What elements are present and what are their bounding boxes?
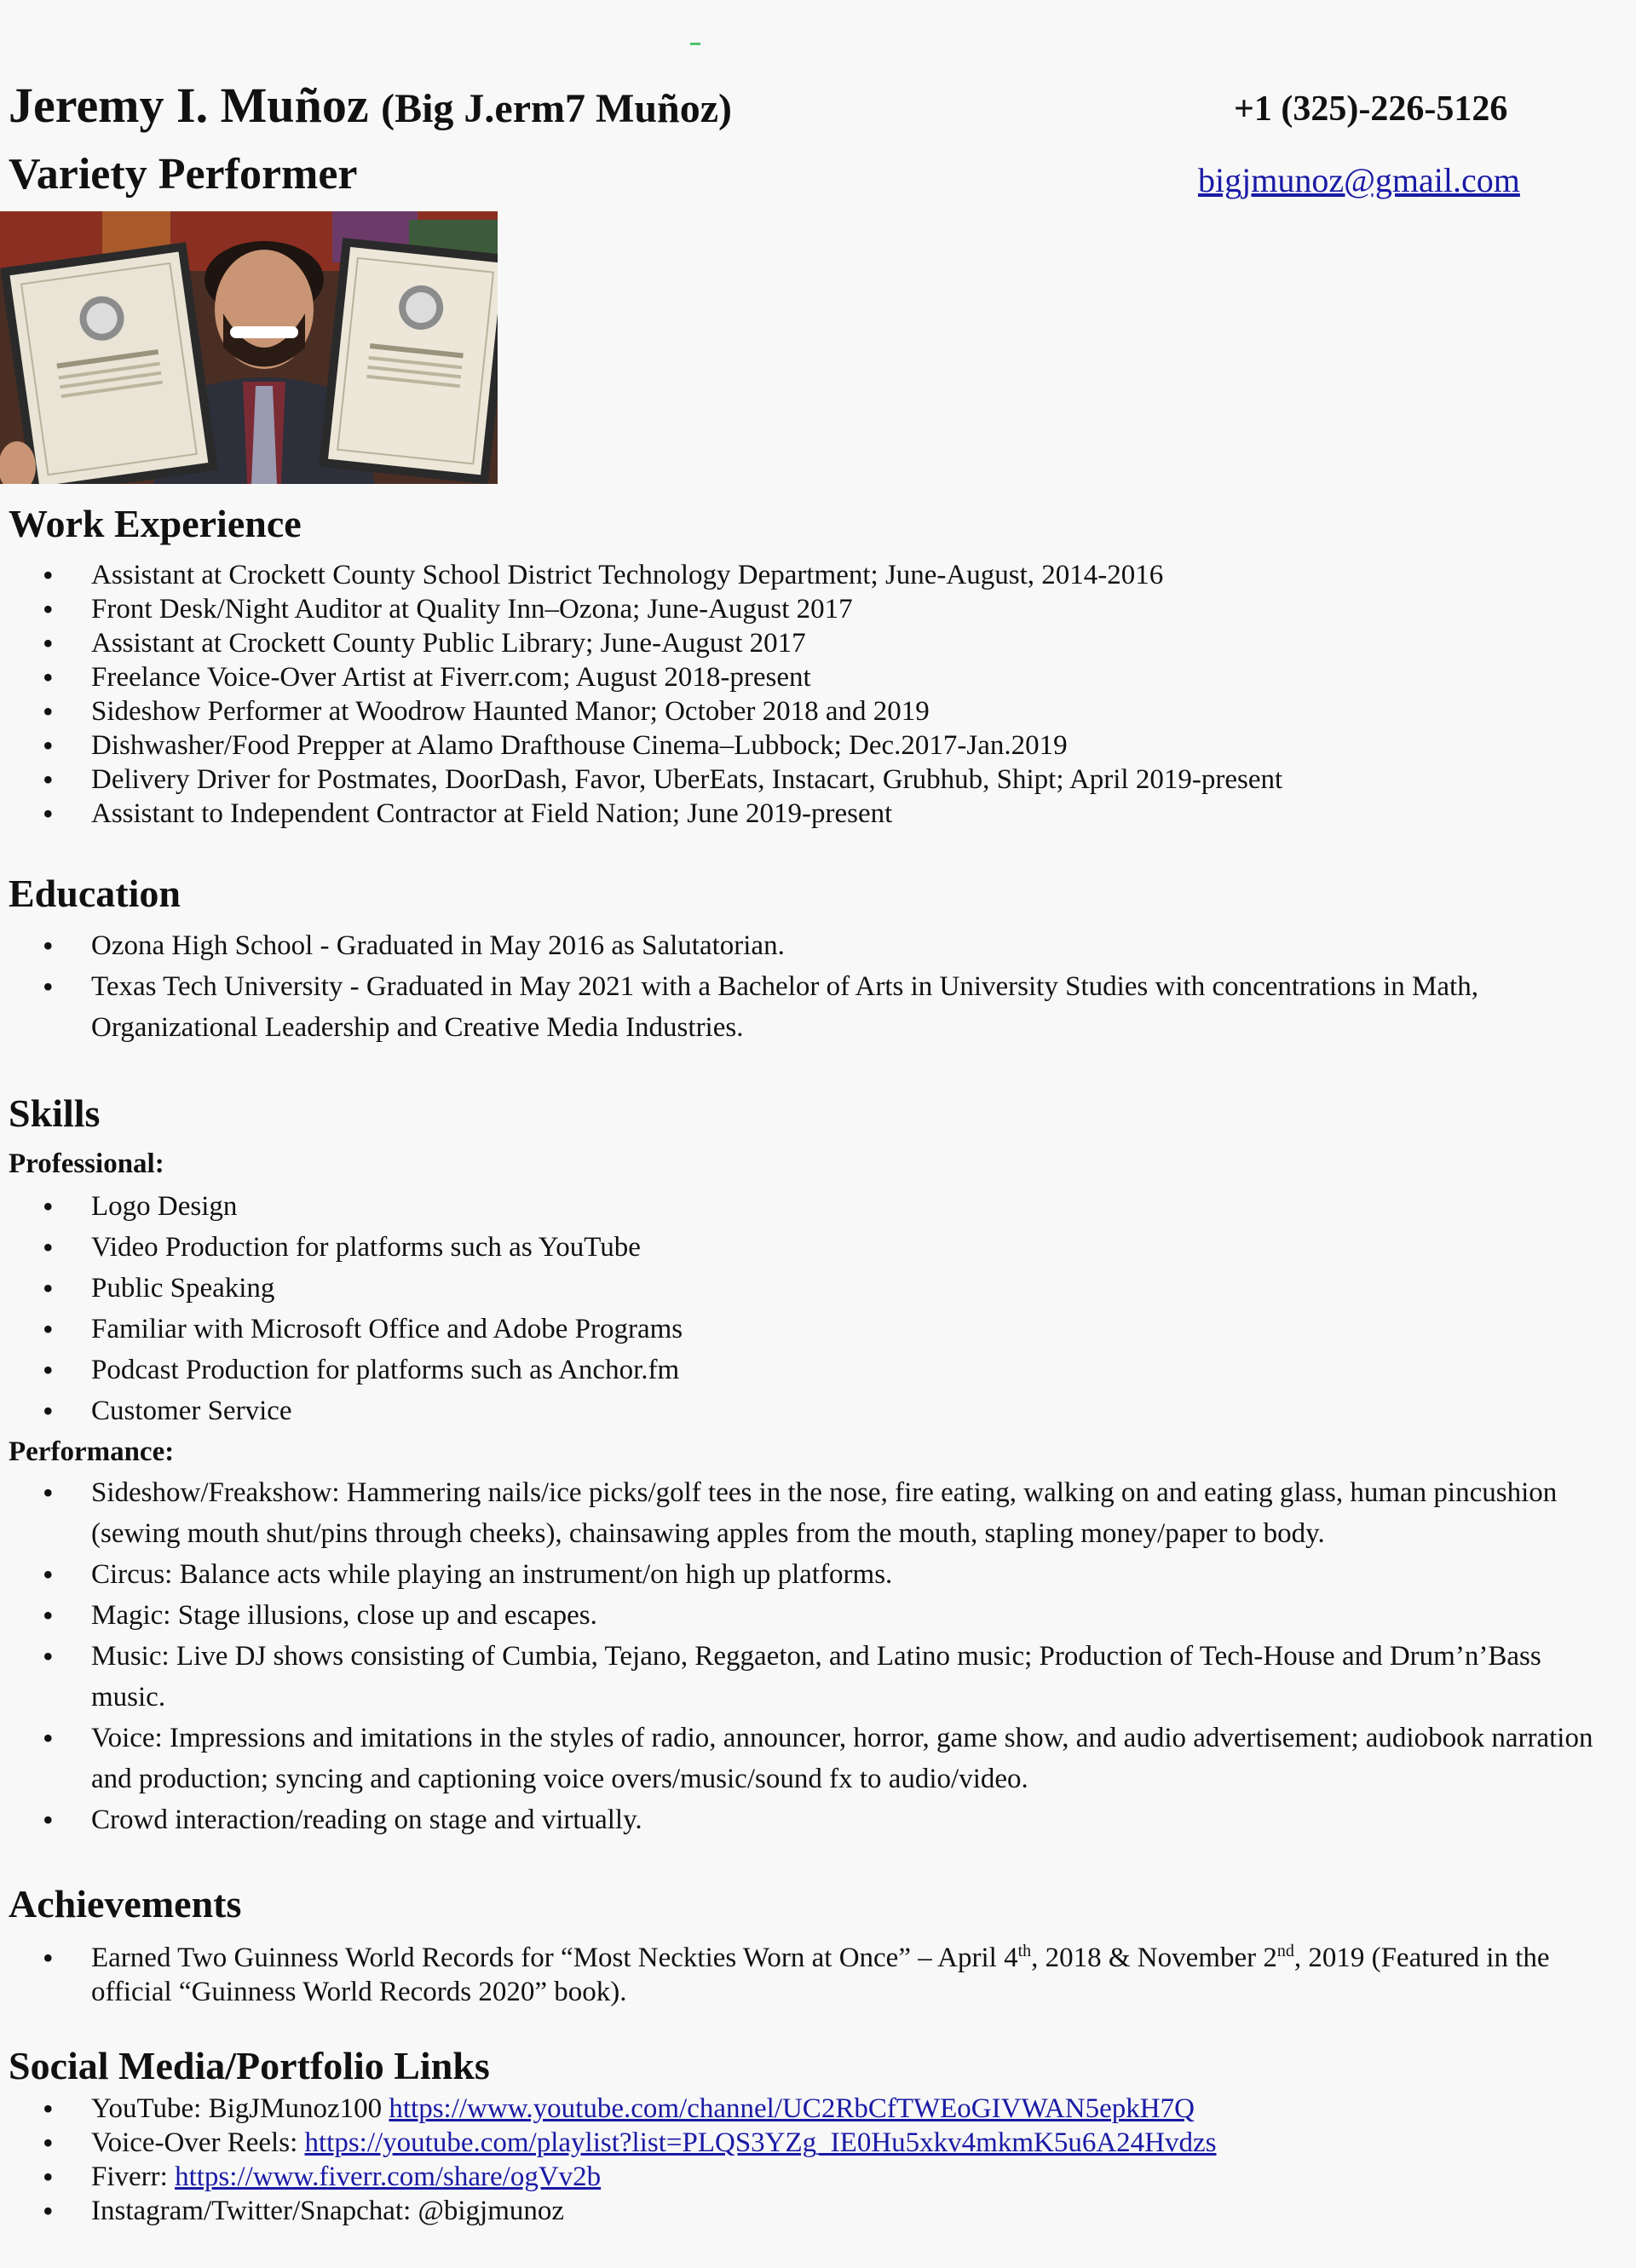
youtube-channel-link[interactable]: https://www.youtube.com/channel/UC2RbCfTWEoGIVWAN5epkH7Q xyxy=(389,2093,1195,2124)
list-item: • YouTube: BigJMunoz100 https://www.youtube.com/channel/UC2RbCfTWEoGIVWAN5epkH7Q xyxy=(0,2092,1619,2126)
list-item: • Familiar with Microsoft Office and Adobe Programs xyxy=(0,1309,1619,1350)
list-item: • Assistant at Crockett County Public Library; June-August 2017 xyxy=(0,626,1619,660)
list-item: • Freelance Voice-Over Artist at Fiverr.com; August 2018-present xyxy=(0,660,1619,694)
achievements-list xyxy=(0,1941,1619,2009)
list-item: • Instagram/Twitter/Snapchat: @bigjmunoz xyxy=(0,2194,1619,2228)
list-item: • Sideshow/Freakshow: Hammering nails/ice picks/golf tees in the nose, fire eating, walking on and eating glass, human pincushion (sewing mouth shut/pins through cheeks), chainsawing apples from the mouth, stapling money/paper to body. xyxy=(0,1472,1619,1554)
applicant-nickname: (Big J.erm7 Muñoz) xyxy=(381,86,732,131)
list-item: • Circus: Balance acts while playing an instrument/on high up platforms. xyxy=(0,1554,1619,1595)
list-item: • Crowd interaction/reading on stage and virtually. xyxy=(0,1799,1619,1840)
list-item: • Texas Tech University - Graduated in May 2021 with a Bachelor of Arts in University Studies with concentrations in Math, Organizational Leadership and Creative Media Industries. xyxy=(0,966,1619,1048)
achievements-heading: Achievements xyxy=(9,1882,242,1925)
list-item: • Ozona High School - Graduated in May 2016 as Salutatorian. xyxy=(0,925,1619,966)
social-heading: Social Media/Portfolio Links xyxy=(9,2044,490,2087)
list-item: • Sideshow Performer at Woodrow Haunted Manor; October 2018 and 2019 xyxy=(0,694,1619,728)
voice-over-reels-link[interactable]: https://youtube.com/playlist?list=PLQS3YZg_IE0Hu5xkv4mkmK5u6A24Hvdzs xyxy=(304,2127,1217,2158)
email-link[interactable]: bigjmunoz@gmail.com xyxy=(1198,161,1520,199)
list-item: • Front Desk/Night Auditor at Quality Inn–Ozona; June-August 2017 xyxy=(0,592,1619,626)
list-item: • Voice: Impressions and imitations in the styles of radio, announcer, horror, game show, and audio advertisement; audiobook narration and production; syncing and captioning voice overs/music/sound fx to audio/video. xyxy=(0,1718,1619,1799)
list-item: • Assistant at Crockett County School District Technology Department; June-August, 2014-2016 xyxy=(0,558,1619,592)
performance-skills-list xyxy=(0,1472,1619,1840)
list-item: • Magic: Stage illusions, close up and escapes. xyxy=(0,1595,1619,1636)
skills-heading: Skills xyxy=(9,1091,101,1135)
applicant-role: Variety Performer xyxy=(9,150,358,199)
professional-label: Professional: xyxy=(9,1148,164,1179)
list-item: • Podcast Production for platforms such as Anchor.fm xyxy=(0,1350,1619,1390)
profile-photo xyxy=(0,211,498,484)
education-heading: Education xyxy=(9,872,181,915)
list-item: • Logo Design xyxy=(0,1186,1619,1227)
list-item: • Earned Two Guinness World Records for “Most Neckties Worn at Once” – April 4th, 2018 & November 2nd, 2019 (Featured in the official “Guinness World Records 2020” book). xyxy=(0,1941,1619,2009)
list-item: • Fiverr: https://www.fiverr.com/share/ogVv2b xyxy=(0,2160,1619,2194)
education-list xyxy=(0,925,1619,1048)
list-item: • Video Production for platforms such as YouTube xyxy=(0,1227,1619,1268)
professional-skills-list xyxy=(0,1186,1619,1431)
scan-artifact xyxy=(690,43,700,45)
performance-label: Performance: xyxy=(9,1436,175,1467)
social-links-list xyxy=(0,2092,1619,2228)
applicant-name: Jeremy I. Muñoz (Big J.erm7 Muñoz) xyxy=(9,78,732,133)
list-item: • Delivery Driver for Postmates, DoorDash, Favor, UberEats, Instacart, Grubhub, Shipt; April 2019-present xyxy=(0,763,1619,797)
list-item: • Music: Live DJ shows consisting of Cumbia, Tejano, Reggaeton, and Latino music; Production of Tech-House and Drum’n’Bass music. xyxy=(0,1636,1619,1718)
fiverr-link[interactable]: https://www.fiverr.com/share/ogVv2b xyxy=(175,2162,602,2192)
list-item: • Voice-Over Reels: https://youtube.com/playlist?list=PLQS3YZg_IE0Hu5xkv4mkmK5u6A24Hvdzs xyxy=(0,2126,1619,2160)
list-item: • Customer Service xyxy=(0,1390,1619,1431)
phone-number: +1 (325)-226-5126 xyxy=(1234,89,1508,129)
work-list xyxy=(0,558,1619,831)
list-item: • Public Speaking xyxy=(0,1268,1619,1309)
work-heading: Work Experience xyxy=(9,502,302,545)
list-item: • Assistant to Independent Contractor at Field Nation; June 2019-present xyxy=(0,797,1619,831)
list-item: • Dishwasher/Food Prepper at Alamo Drafthouse Cinema–Lubbock; Dec.2017-Jan.2019 xyxy=(0,728,1619,763)
